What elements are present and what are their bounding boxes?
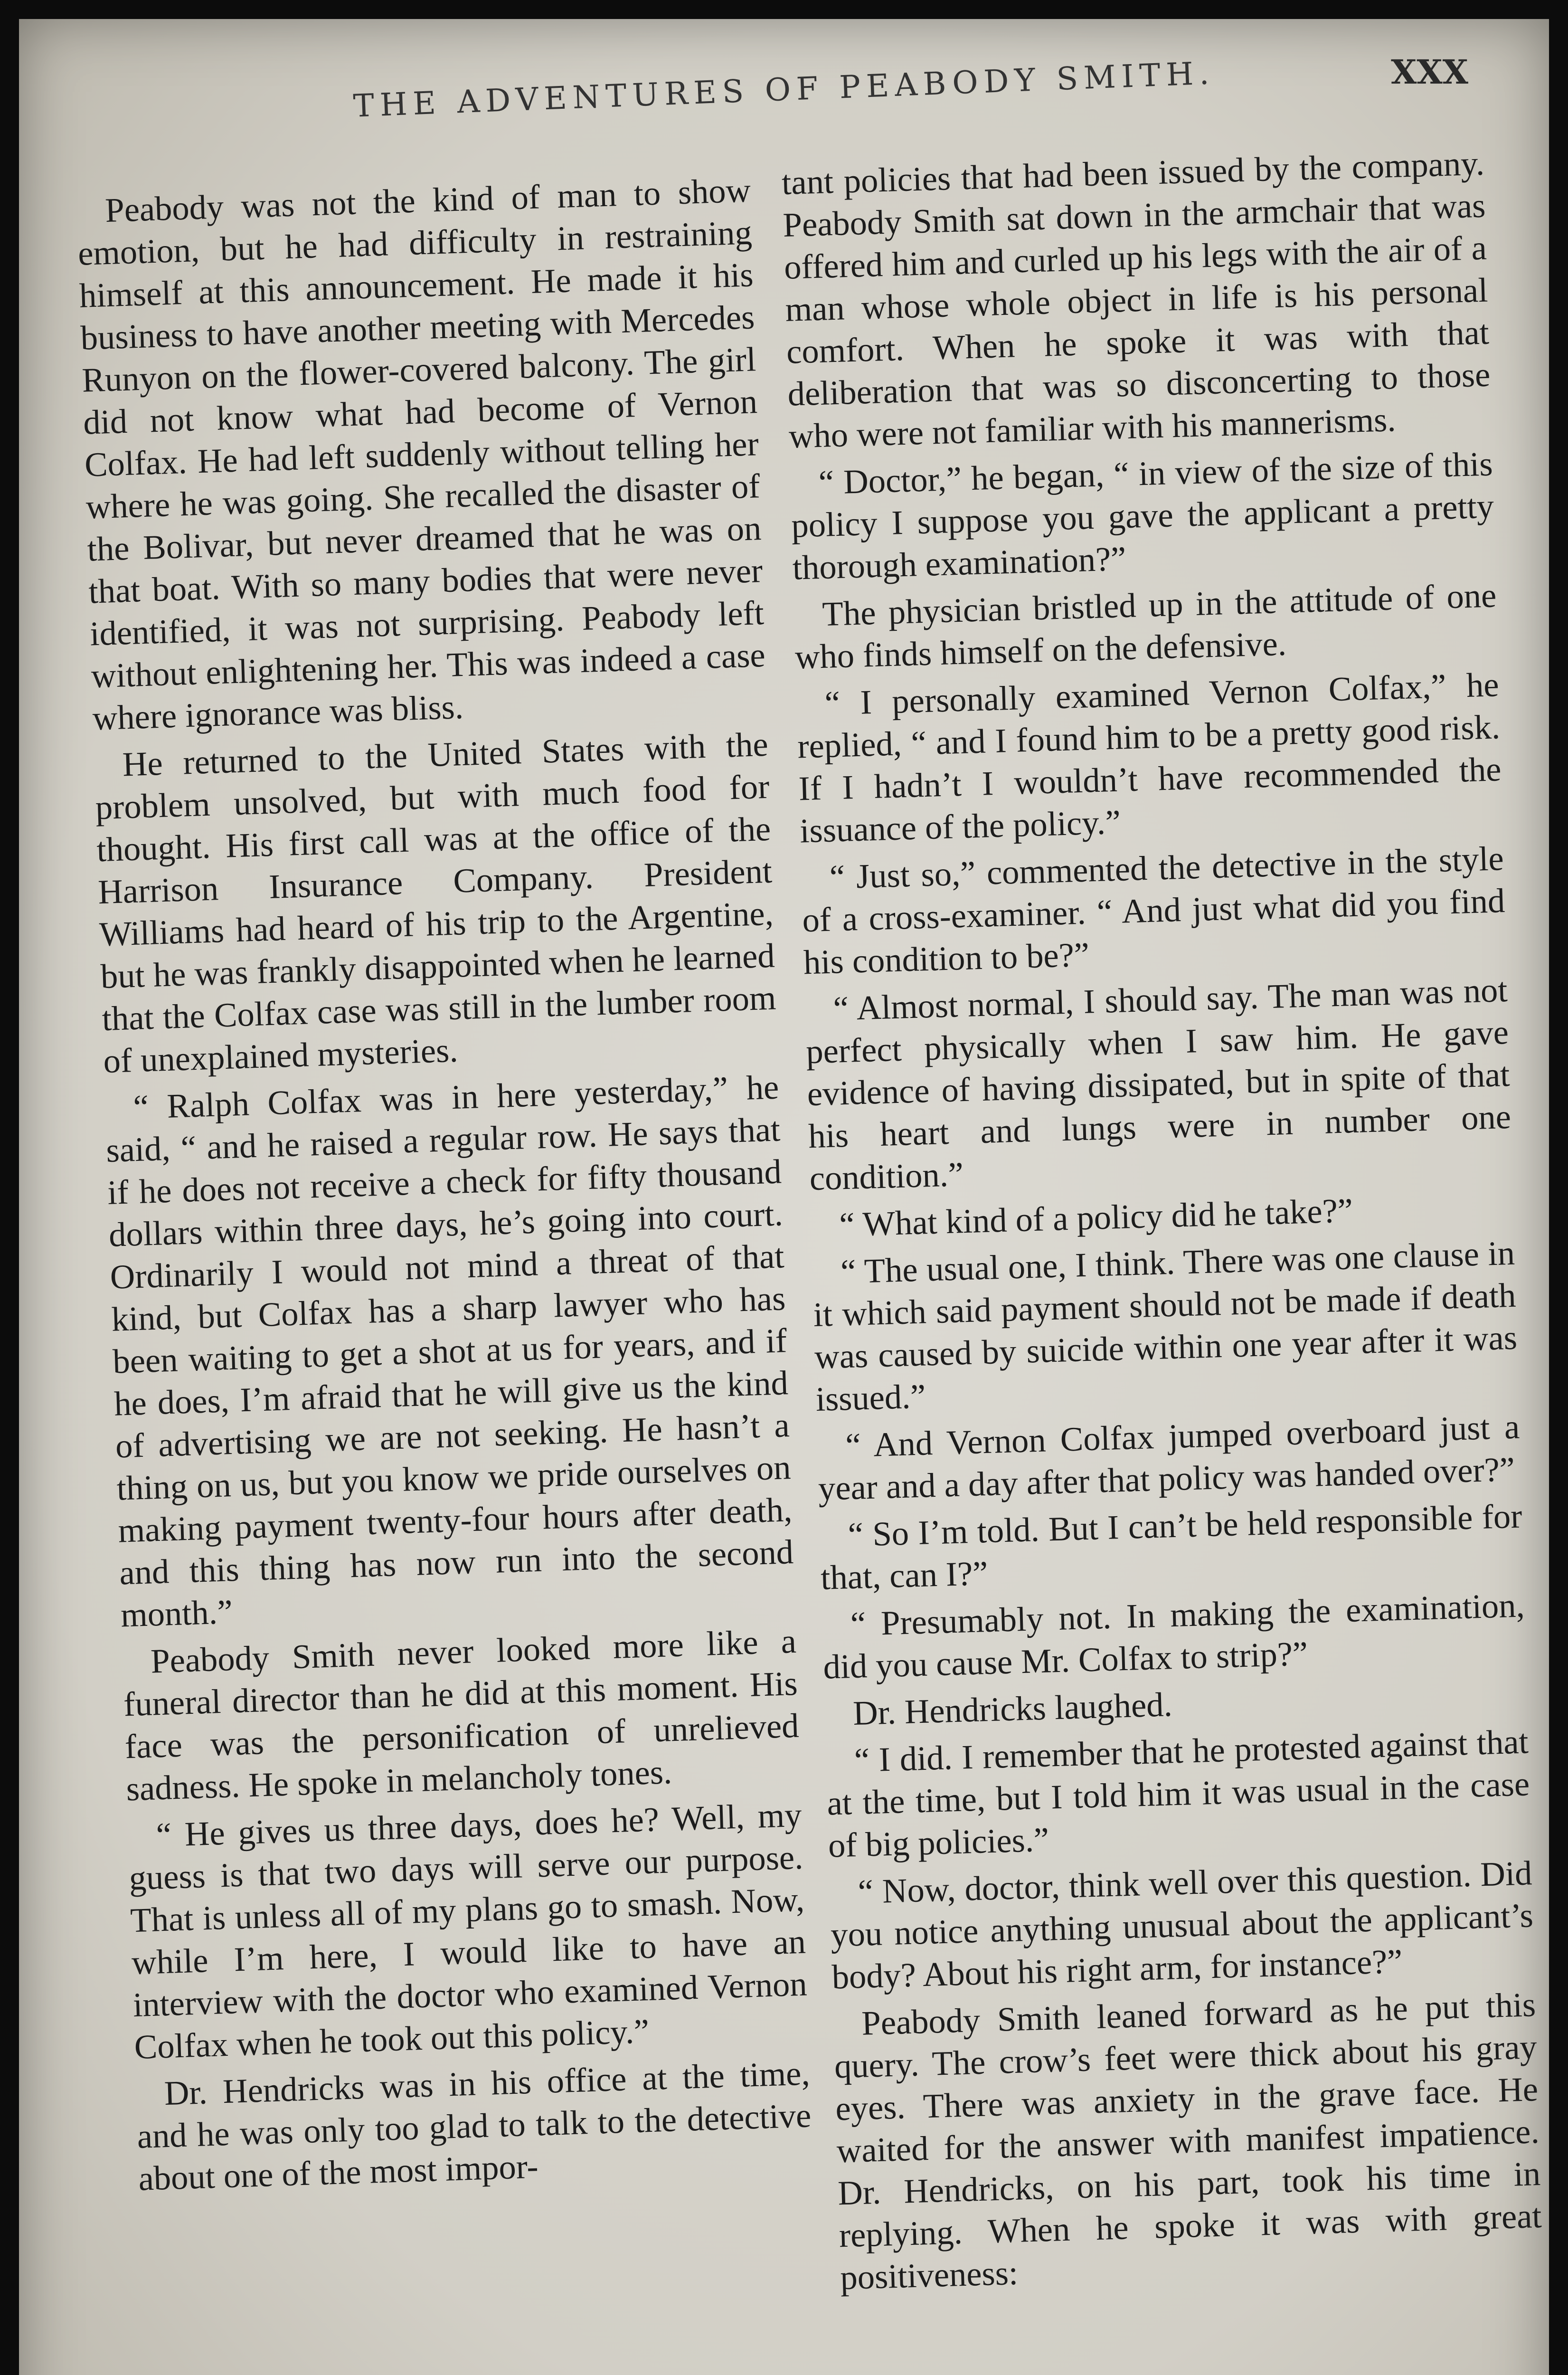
left-column [76,169,813,2204]
page-number: XXX [1391,52,1468,92]
paragraph: “ And Vernon Colfax jumped overboard just a year and a day after that policy was handed over?” [817,1407,1521,1508]
continued-paragraph: tant policies that had been issued by the company. Peabody Smith sat down in the armchair that was offered him and curled up his legs with the air of a man whose whole object in life is his personal comfort. When he spoke it was with that deliberation that was so disconcerting to those who were not familiar with his mannerisms. [781,143,1491,456]
paragraph: “ Presumably not. In making the examination, did you cause Mr. Colfax to strip?” [822,1586,1525,1686]
right-column [781,142,1543,2304]
paragraph: “ Doctor,” he began, “ in view of the size of this policy I suppose you gave the applicant a pretty thorough examination?” [791,444,1494,587]
running-title: THE ADVENTURES OF PEABODY SMITH. [352,55,1216,124]
paragraph: Peabody Smith never looked more like a funeral director than he did at this moment. His face was the personification of unrelieved sadness. He spoke in melancholy tones. [123,1621,800,1808]
paragraph: The physician bristled up in the attitude of one who finds himself on the defensive. [794,576,1497,676]
paragraph: Dr. Hendricks was in his office at the time, and he was only too glad to talk to the detective about one of the most impor- [136,2053,812,2198]
paragraph: “ Ralph Colfax was in here yesterday,” he said, “ and he raised a regular row. He says that if he does not receive a check for fifty thousand dollars within three days, he’s going into court. Ordinarily I would not mind a threat of that kind, but Colfax has a sharp lawyer who has been waiting to get a shot at us for years, and if he does, I’m afraid that he will give us the kind of advertising we are not seeking. He hasn’t a thing on us, but you know we pride ourselves on making payment twenty-four hours after death, and this thing has now run into the second month.” [105,1067,794,1634]
paragraph: Peabody Smith leaned forward as he put this query. The crow’s feet were thick about his gray eyes. There was anxiety in the grave face. He waited for the answer with manifest impatience. Dr. Hendricks, on his part, took his time in replying. When he spoke it was with great positiveness: [833,1985,1542,2297]
paragraph: “ I personally examined Vernon Colfax,” he replied, “ and I found him to be a pretty good risk. If I hadn’t I wouldn’t have recommended the issuance of the policy.” [797,665,1502,850]
paragraph: He returned to the United States with the problem unsolved, but with much food for thought. His first call was at the office of the Harrison Insurance Company. President Williams had heard of his trip to the Argentine, but he was frankly disappointed when he learned that the Colfax case was still in the lumber room of unexplained mysteries. [94,724,777,1081]
paragraph: Dr. Hendricks laughed. [852,1685,1173,1733]
paragraph: “ Now, doctor, think well over this question. Did you notice anything unusual about the applicant’s body? About his right arm, for instance?” [830,1853,1534,1996]
paragraph: Peabody was not the kind of man to show emotion, but he had difficulty in restraining himself at this announcement. He made it his business to have another meeting with Mercedes Runyon on the flower-covered balcony. The girl did not know what had become of Vernon Colfax. He had left suddenly without telling her where he was going. She recalled the disaster of the Bolivar, but never dreamed that he was on that boat. With so many bodies that were never identified, it was not surprising. Peabody left without enlightening her. This was indeed a case where ignorance was bliss. [77,171,766,738]
paragraph: “ The usual one, I think. There was one clause in it which said payment should not be made if death was caused by suicide within one year after it was issued.” [812,1233,1518,1418]
paragraph: “ I did. I remember that he protested against that at the time, but I told him it was usual in the case of big policies.” [826,1722,1530,1865]
paragraph: “ So I’m told. But I can’t be held responsible for that, can I?” [820,1496,1523,1597]
paragraph: “ What kind of a policy did he take?” [839,1191,1353,1244]
paragraph: “ Just so,” commented the detective in the style of a cross-examiner. “ And just what did you find his condition to be?” [802,839,1506,982]
paragraph: “ Almost normal, I should say. The man was not perfect physically when I saw him. He gave evidence of having dissipated, but in spite of that his heart and lungs were in number one condition.” [805,970,1511,1198]
paragraph: “ He gives us three days, does he? Well, my guess is that two days will serve our purpose. That is unless all of my plans go to smash. Now, while I’m here, I would like to have an interview with the doctor who examined Vernon Colfax when he took out this policy.” [128,1795,808,2067]
